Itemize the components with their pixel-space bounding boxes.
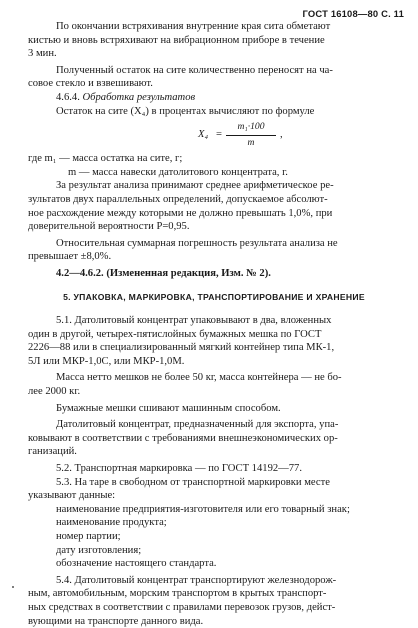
paragraph-export: Датолитовый концентрат, предназначенный для экспорта, упа- ковывают в соответствии с требованиями внешнеэкономических ор- ганизаций. [28, 419, 339, 458]
list-item: обозначение настоящего стандарта. [56, 558, 217, 570]
formula-legend-m: m — масса навески датолитового концентрата, г. [68, 166, 288, 178]
formula-legend-m1: где m₁ — масса остатка на сите, г; [28, 153, 183, 165]
paragraph-residue: Полученный остаток на сите количественно переносят на ча- совое стекло и взвешивают. [28, 64, 333, 90]
paragraph-formula-intro: Остаток на сите (X₄) в процентах вычисляют по формуле [56, 105, 315, 117]
paragraph-sieving: По окончании встряхивания внутренние края сита обметают кистью и вновь встряхивают на вибрационном приборе в течение 3 мин. [28, 21, 331, 60]
paragraph-result: За результат анализа принимают среднее арифметическое ре- зультатов двух параллельных определений, допускаемое абсолют- ное расхождение между которыми не должно превышать 1,0%, при доверительной вероятности P=0,95. [28, 180, 334, 233]
paragraph-sewing: Бумажные мешки сшивают машинным способом. [56, 402, 281, 414]
section-5-title: 5. УПАКОВКА, МАРКИРОВКА, ТРАНСПОРТИРОВАНИЕ И ХРАНЕНИЕ [63, 291, 365, 302]
paragraph-5-1: 5.1. Датолитовый концентрат упаковывают в два, вложенных один в другой, четырех-пятислойных бумажных мешка по ГОСТ 2226—88 или в специализированный мягкий контейнер типа МК-1, 5Л или МКР-1,0С, или МКР-1,0М. [28, 315, 335, 367]
paragraph-5-3: 5.3. На таре в свободном от транспортной маркировки месте указывают данные: [28, 476, 330, 502]
list-item: номер партии; [56, 531, 121, 542]
list-item: дату изготовления; [56, 544, 142, 556]
amendment-note: 4.2—4.6.2. (Измененная редакция, Изм. № 2). [56, 267, 271, 279]
paragraph-error: Относительная суммарная погрешность результата анализа не превышает ±8,0%. [28, 237, 338, 263]
marking-list [28, 503, 400, 571]
document-body [28, 20, 400, 628]
paragraph-5-2: 5.2. Транспортная маркировка — по ГОСТ 14192—77. [56, 463, 303, 475]
paragraph-5-4: 5.4. Датолитовый концентрат транспортируют железнодорож- ным, автомобильным, морским транспортом в крытых транспорт- ных средствах в соответствии с правилами перевозок грузов, дейст- вующими на транспорте данного вида. [28, 574, 337, 627]
paragraph-net-mass: Масса нетто мешков не более 50 кг, масса контейнера — не бо- лее 2000 кг. [28, 372, 342, 398]
page-header: ГОСТ 16108—80 С. 11 [302, 8, 404, 19]
formula-x4: X₄ = $\frac{\text{m₁·100}}{m}$ , [198, 121, 283, 148]
list-item: наименование продукта; [56, 517, 167, 529]
list-item: наименование предприятия-изготовителя или его товарный знак; [56, 503, 350, 515]
section-4-6-4-heading: 4.6.4. Обработка результатов [56, 91, 196, 103]
scan-speck [12, 586, 14, 588]
